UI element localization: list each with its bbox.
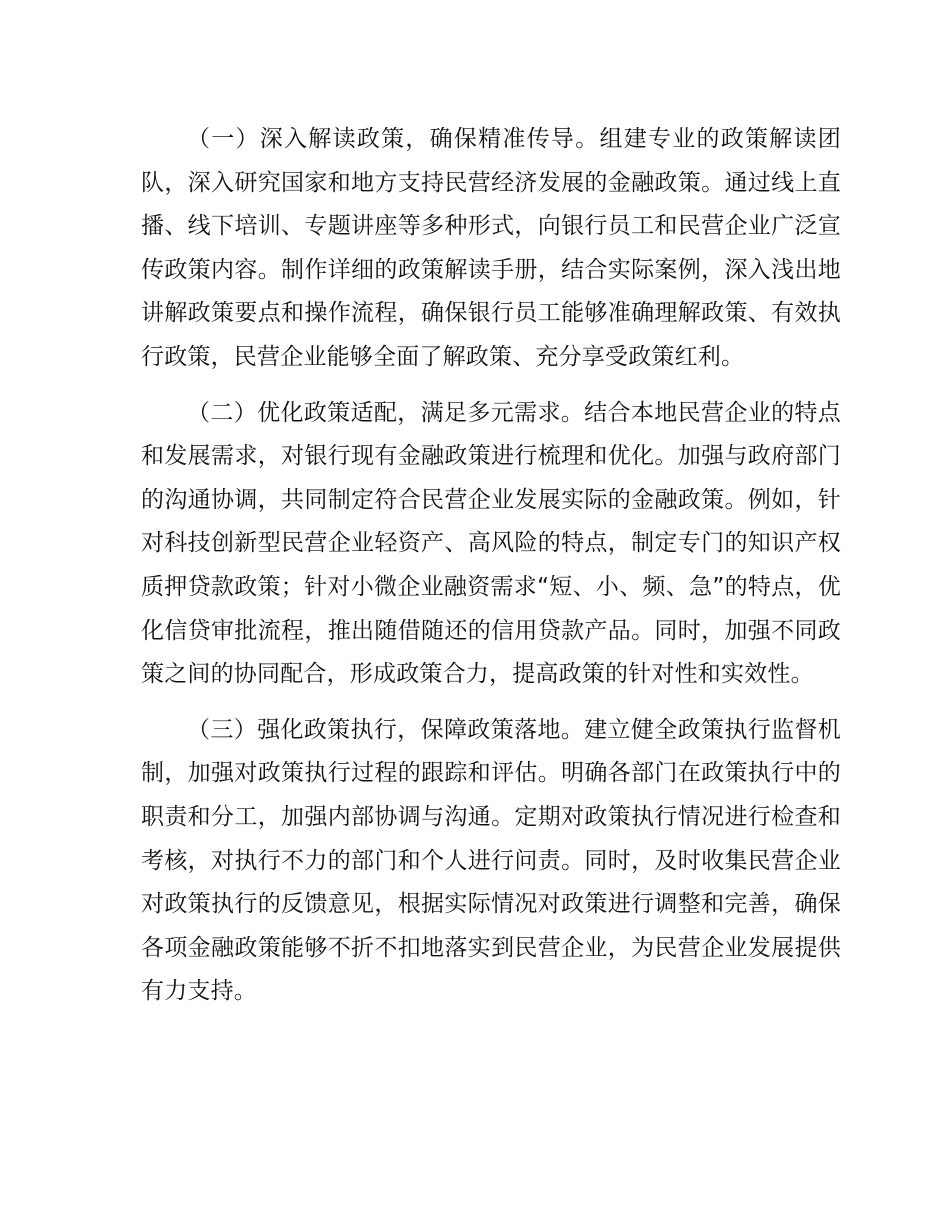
document-body — [141, 118, 841, 1014]
paragraph-policy-execution: （三）强化政策执行，保障政策落地。建立健全政策执行监督机制，加强对政策执行过程的跟踪和评估。明确各部门在政策执行中的职责和分工，加强内部协调与沟通。定期对政策执行情况进行检查和考核，对执行不力的部门和个人进行问责。同时，及时收集民营企业对政策执行的反馈意见，根据实际情况对政策进行调整和完善，确保各项金融政策能够不折不扣地落实到民营企业，为民营企业发展提供有力支持。 — [141, 716, 841, 1005]
paragraph-policy-adaptation: （二）优化政策适配，满足多元需求。结合本地民营企业的特点和发展需求，对银行现有金融政策进行梳理和优化。加强与政府部门的沟通协调，共同制定符合民营企业发展实际的金融政策。例如，针对科技创新型民营企业轻资产、高风险的特点，制定专门的知识产权质押贷款政策；针对小微企业融资需求“短、小、频、急”的特点，优化信贷审批流程，推出随借随还的信用贷款产品。同时，加强不同政策之间的协同配合，形成政策合力，提高政策的针对性和实效性。 — [141, 399, 841, 688]
paragraph-policy-interpretation: （一）深入解读政策，确保精准传导。组建专业的政策解读团队，深入研究国家和地方支持民营经济发展的金融政策。通过线上直播、线下培训、专题讲座等多种形式，向银行员工和民营企业广泛宣传政策内容。制作详细的政策解读手册，结合实际案例，深入浅出地讲解政策要点和操作流程，确保银行员工能够准确理解政策、有效执行政策，民营企业能够全面了解政策、充分享受政策红利。 — [141, 126, 841, 370]
